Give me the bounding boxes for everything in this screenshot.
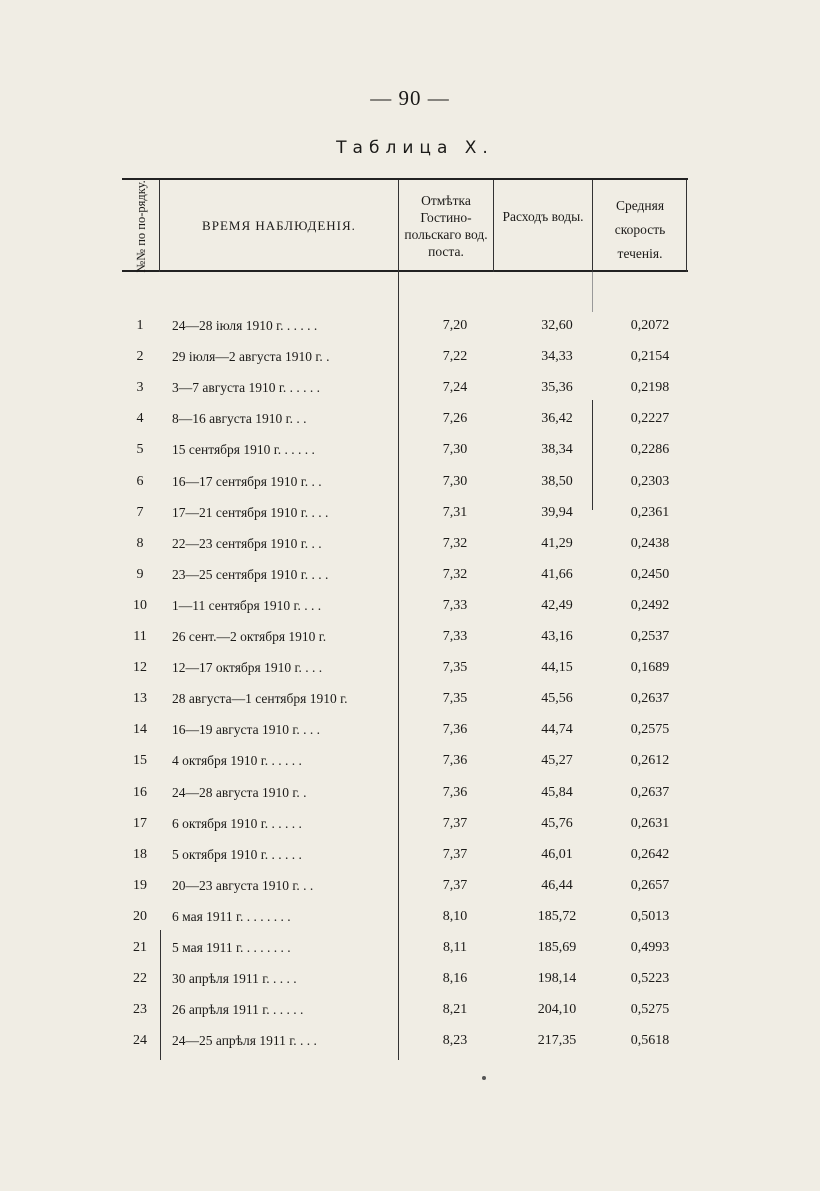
row-date: 5 октября 1910 г. . . . . .	[172, 846, 302, 862]
row-mean-velocity: 0,2227	[630, 411, 670, 427]
row-number: 13	[133, 691, 147, 707]
row-date: 29 іюля—2 августа 1910 г. .	[172, 349, 330, 365]
row-number: 9	[136, 566, 144, 582]
table-row	[122, 567, 688, 597]
row-date: 16—19 августа 1910 г. . . .	[172, 722, 320, 738]
row-gauge-mark: 7,35	[442, 691, 468, 707]
row-discharge: 45,84	[541, 784, 573, 800]
row-number: 15	[133, 753, 147, 769]
row-discharge: 44,15	[541, 660, 573, 676]
row-number: 8	[136, 535, 144, 551]
row-number: 10	[133, 597, 147, 613]
row-discharge: 35,36	[541, 380, 573, 396]
row-gauge-mark: 7,33	[442, 629, 468, 644]
table-row	[122, 878, 688, 908]
row-discharge: 42,49	[541, 597, 573, 613]
row-mean-velocity: 0,2612	[630, 753, 670, 769]
table-row	[122, 940, 688, 970]
row-discharge: 45,27	[541, 753, 573, 769]
row-gauge-mark: 7,37	[442, 815, 468, 831]
row-gauge-mark: 7,22	[442, 349, 468, 365]
table-row	[122, 1033, 688, 1063]
header-number-label: №№ по по-рядку.	[133, 179, 148, 273]
row-mean-velocity: 0,4993	[630, 940, 670, 955]
table-title: Таблица X.	[336, 138, 494, 158]
row-number: 7	[136, 504, 144, 520]
row-gauge-mark: 7,33	[442, 597, 468, 613]
row-number: 12	[133, 660, 147, 676]
row-mean-velocity: 0,2286	[630, 442, 670, 458]
row-number: 16	[133, 784, 147, 800]
row-date: 6 мая 1911 г. . . . . . . .	[172, 908, 291, 924]
row-date: 20—23 августа 1910 г. . .	[172, 877, 314, 893]
table-row	[122, 442, 688, 472]
row-date: 28 августа—1 сентября 1910 г.	[172, 691, 348, 707]
table-top-rule	[122, 178, 688, 180]
row-discharge: 185,69	[537, 940, 577, 955]
row-gauge-mark: 7,32	[442, 535, 468, 551]
table-row	[122, 598, 688, 628]
row-date: 24—28 августа 1910 г. .	[172, 784, 307, 800]
row-number: 6	[136, 473, 144, 489]
column-divider	[493, 180, 494, 272]
table-row	[122, 1002, 688, 1032]
row-number: 14	[133, 722, 147, 738]
row-number: 4	[136, 411, 144, 427]
column-divider	[686, 180, 687, 272]
row-gauge-mark: 7,30	[442, 442, 468, 458]
row-discharge: 34,33	[541, 349, 573, 365]
row-gauge-mark: 7,24	[442, 380, 468, 396]
row-mean-velocity: 0,2537	[630, 629, 670, 644]
row-discharge: 46,01	[541, 846, 573, 862]
table-row	[122, 785, 688, 815]
row-gauge-mark: 7,31	[442, 504, 468, 520]
row-number: 21	[133, 940, 147, 955]
row-date: 12—17 октября 1910 г. . . .	[172, 660, 323, 676]
table-row	[122, 847, 688, 877]
table-row	[122, 660, 688, 690]
row-discharge: 204,10	[537, 1002, 577, 1018]
row-date: 1—11 сентября 1910 г. . . .	[172, 597, 322, 613]
row-mean-velocity: 0,5223	[630, 971, 670, 987]
row-mean-velocity: 0,2642	[630, 846, 670, 862]
column-divider	[592, 272, 593, 312]
row-date: 17—21 сентября 1910 г. . . .	[172, 504, 329, 520]
header-time: ВРЕМЯ НАБЛЮДЕНІЯ.	[202, 218, 356, 233]
row-gauge-mark: 8,11	[443, 940, 467, 955]
table-row	[122, 474, 688, 504]
page-number: — 90 —	[370, 86, 450, 110]
row-mean-velocity: 0,5013	[630, 908, 670, 924]
row-number: 2	[136, 349, 144, 365]
row-gauge-mark: 7,36	[442, 722, 468, 738]
row-discharge: 43,16	[541, 629, 573, 644]
row-date: 24—25 апрѣля 1911 г. . . .	[172, 1033, 317, 1049]
row-mean-velocity: 0,2631	[630, 815, 670, 831]
row-discharge: 217,35	[537, 1033, 577, 1049]
table-row	[122, 691, 688, 721]
row-discharge: 46,44	[541, 877, 573, 893]
row-number: 18	[133, 846, 147, 862]
row-discharge: 41,29	[541, 535, 573, 551]
row-mean-velocity: 0,2637	[630, 784, 670, 800]
table-row	[122, 753, 688, 783]
row-discharge: 45,76	[541, 815, 573, 831]
header-flow: Расходъ воды.	[502, 209, 584, 224]
table-row	[122, 318, 688, 348]
row-mean-velocity: 0,2072	[630, 318, 670, 333]
header-number	[123, 179, 159, 273]
row-gauge-mark: 7,20	[442, 318, 468, 333]
row-gauge-mark: 7,35	[442, 660, 468, 676]
row-number: 24	[133, 1033, 147, 1049]
row-gauge-mark: 7,37	[442, 877, 468, 893]
row-date: 4 октября 1910 г. . . . . .	[172, 753, 302, 769]
row-date: 16—17 сентября 1910 г. . .	[172, 473, 322, 489]
row-number: 22	[133, 971, 147, 987]
row-discharge: 32,60	[541, 318, 573, 333]
row-mean-velocity: 0,2198	[630, 380, 670, 396]
row-mean-velocity: 0,2492	[630, 597, 670, 613]
row-date: 15 сентября 1910 г. . . . . .	[172, 442, 315, 458]
row-mean-velocity: 0,5618	[630, 1033, 670, 1049]
row-mean-velocity: 0,2657	[630, 877, 670, 893]
header-mark: Отмѣтка Гостино-польскаго вод. поста.	[404, 193, 488, 259]
table-row	[122, 505, 688, 535]
row-number: 5	[136, 442, 144, 458]
row-gauge-mark: 7,32	[442, 566, 468, 582]
table-row	[122, 536, 688, 566]
row-number: 1	[136, 318, 144, 333]
row-gauge-mark: 8,16	[442, 971, 468, 987]
row-number: 3	[136, 380, 144, 396]
paper-speck	[482, 1076, 486, 1080]
row-mean-velocity: 0,2438	[630, 535, 670, 551]
row-discharge: 44,74	[541, 722, 573, 738]
row-date: 26 апрѣля 1911 г. . . . . .	[172, 1002, 304, 1018]
table-row	[122, 816, 688, 846]
row-gauge-mark: 7,36	[442, 784, 468, 800]
row-gauge-mark: 8,10	[442, 908, 468, 924]
row-mean-velocity: 0,5275	[630, 1002, 670, 1018]
table-header-rule	[122, 270, 688, 272]
row-discharge: 38,34	[541, 442, 573, 458]
row-date: 8—16 августа 1910 г. . .	[172, 411, 307, 427]
row-gauge-mark: 8,23	[442, 1033, 468, 1049]
row-mean-velocity: 0,1689	[630, 660, 670, 676]
row-date: 24—28 іюля 1910 г. . . . . .	[172, 318, 318, 333]
row-discharge: 41,66	[541, 566, 573, 582]
table-row	[122, 909, 688, 939]
row-gauge-mark: 7,36	[442, 753, 468, 769]
row-gauge-mark: 7,37	[442, 846, 468, 862]
row-date: 30 апрѣля 1911 г. . . . .	[172, 971, 297, 987]
row-discharge: 198,14	[537, 971, 577, 987]
row-discharge: 39,94	[541, 504, 573, 520]
row-mean-velocity: 0,2361	[630, 504, 670, 520]
row-number: 17	[133, 815, 147, 831]
row-gauge-mark: 7,26	[442, 411, 468, 427]
row-mean-velocity: 0,2575	[630, 722, 670, 738]
table-row	[122, 411, 688, 441]
header-speed: Средняя скорость теченія.	[614, 198, 666, 261]
row-discharge: 45,56	[541, 691, 573, 707]
row-date: 23—25 сентября 1910 г. . . .	[172, 566, 329, 582]
row-date: 3—7 августа 1910 г. . . . . .	[172, 380, 320, 396]
row-number: 23	[133, 1002, 147, 1018]
row-mean-velocity: 0,2450	[630, 566, 670, 582]
row-number: 19	[133, 877, 147, 893]
table-row	[122, 722, 688, 752]
row-number: 20	[133, 908, 147, 924]
row-date: 22—23 сентября 1910 г. . .	[172, 535, 322, 551]
row-discharge: 38,50	[541, 473, 573, 489]
row-gauge-mark: 8,21	[442, 1002, 468, 1018]
row-discharge: 36,42	[541, 411, 573, 427]
row-mean-velocity: 0,2303	[630, 473, 670, 489]
row-gauge-mark: 7,30	[442, 473, 468, 489]
row-date: 26 сент.—2 октября 1910 г.	[172, 629, 327, 644]
column-divider	[592, 180, 593, 272]
row-mean-velocity: 0,2637	[630, 691, 670, 707]
row-date: 6 октября 1910 г. . . . . .	[172, 815, 302, 831]
row-date: 5 мая 1911 г. . . . . . . .	[172, 940, 291, 955]
table-row	[122, 629, 688, 659]
row-mean-velocity: 0,2154	[630, 349, 670, 365]
row-number: 11	[133, 629, 147, 644]
row-discharge: 185,72	[537, 908, 577, 924]
table-row	[122, 349, 688, 379]
table-row	[122, 380, 688, 410]
table-row	[122, 971, 688, 1001]
